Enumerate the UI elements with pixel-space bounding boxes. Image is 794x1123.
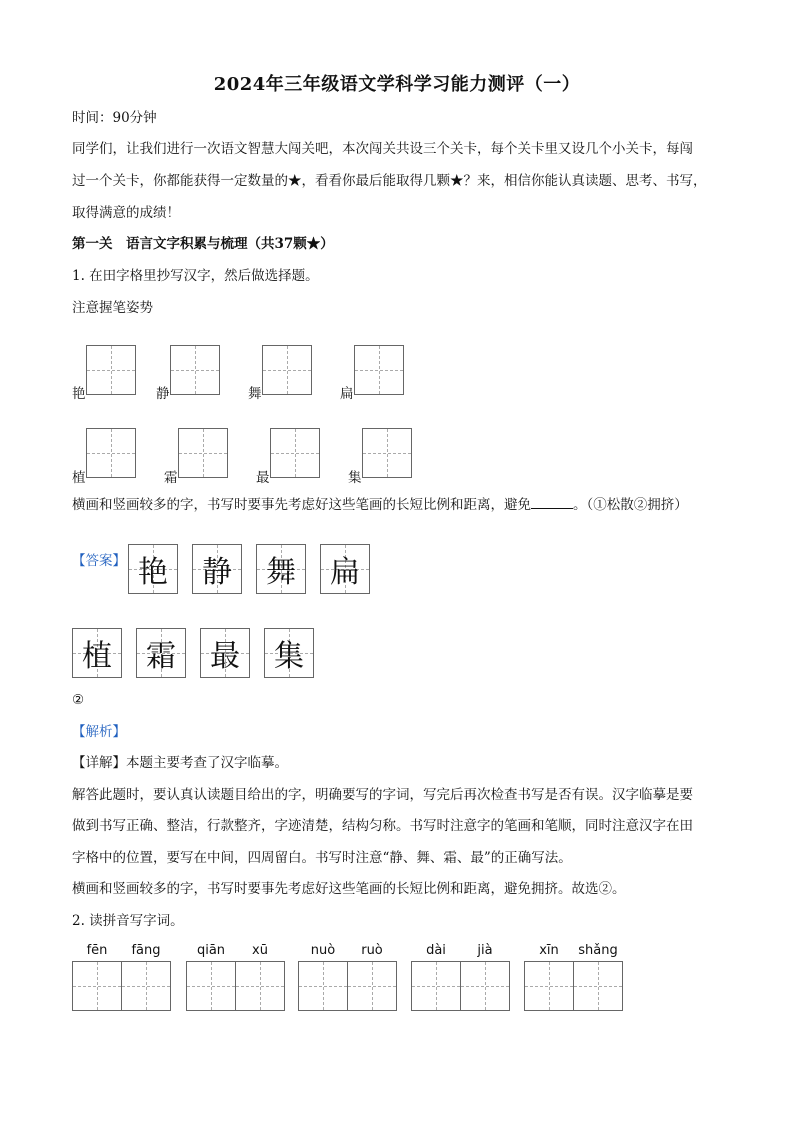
answer-blank[interactable] bbox=[531, 494, 573, 509]
answer-grid bbox=[136, 628, 186, 678]
section-heading: 第一关 语言文字积累与梳理（共37颗★） bbox=[72, 236, 334, 252]
page-title: 2024年三年级语文学科学习能力测评（一） bbox=[213, 74, 581, 95]
answer-char: 最 bbox=[210, 639, 240, 674]
q1-char-label: 植 bbox=[72, 470, 86, 486]
answer-grid bbox=[192, 544, 242, 594]
writing-grid[interactable] bbox=[411, 961, 461, 1011]
pinyin-label: qiān bbox=[196, 943, 226, 958]
writing-grid[interactable] bbox=[72, 961, 122, 1011]
answer-char: 艳 bbox=[138, 555, 168, 590]
exam-time: 时间：90分钟 bbox=[72, 110, 157, 126]
writing-grid[interactable] bbox=[347, 961, 397, 1011]
writing-grid[interactable] bbox=[186, 961, 236, 1011]
intro-line-3: 取得满意的成绩！ bbox=[72, 205, 180, 221]
tianzige-grid[interactable] bbox=[86, 345, 136, 395]
answer-grid bbox=[200, 628, 250, 678]
tianzige-grid[interactable] bbox=[270, 428, 320, 478]
writing-grid[interactable] bbox=[121, 961, 171, 1011]
pinyin-label: xū bbox=[252, 943, 268, 958]
analysis-label: 【解析】 bbox=[72, 724, 126, 740]
q1-char-label: 艳 bbox=[72, 386, 86, 402]
answer-grid bbox=[256, 544, 306, 594]
answer-char: 扁 bbox=[330, 555, 360, 590]
tianzige-grid[interactable] bbox=[86, 428, 136, 478]
writing-grid[interactable] bbox=[573, 961, 623, 1011]
answer-char: 舞 bbox=[266, 555, 296, 590]
answer-grid bbox=[128, 544, 178, 594]
q1-char-label: 静 bbox=[156, 386, 170, 402]
answer-grid bbox=[72, 628, 122, 678]
detail-line: 【详解】本题主要考查了汉字临摹。 bbox=[72, 755, 288, 771]
tianzige-grid[interactable] bbox=[170, 345, 220, 395]
q1-char-label: 最 bbox=[256, 470, 270, 486]
pinyin-label: fēn bbox=[86, 943, 108, 958]
writing-grid[interactable] bbox=[235, 961, 285, 1011]
answer-label: 【答案】 bbox=[72, 553, 126, 569]
answer-grid bbox=[320, 544, 370, 594]
tianzige-grid[interactable] bbox=[362, 428, 412, 478]
tianzige-grid[interactable] bbox=[178, 428, 228, 478]
pinyin-label: ruò bbox=[361, 943, 383, 958]
pinyin-label: dài bbox=[426, 943, 446, 958]
answer-choice: ② bbox=[72, 692, 85, 708]
explain-line-4: 横画和竖画较多的字，书写时要事先考虑好这些笔画的长短比例和距离，避免拥挤。故选②。 bbox=[72, 881, 626, 897]
tianzige-grid[interactable] bbox=[262, 345, 312, 395]
pinyin-label: nuò bbox=[310, 943, 336, 958]
answer-char: 植 bbox=[82, 639, 112, 674]
q1-note: 注意握笔姿势 bbox=[72, 300, 153, 316]
explain-line-1: 解答此题时，要认真认读题目给出的字，明确要写的字词，写完后再次检查书写是否有误。汉字临摹是要 bbox=[72, 787, 693, 803]
q1-char-label: 舞 bbox=[248, 386, 262, 402]
q1-prompt: 1. 在田字格里抄写汉字，然后做选择题。 bbox=[72, 268, 319, 284]
explain-line-3: 字格中的位置，要写在中间，四周留白。书写时注意“静、舞、霜、最”的正确写法。 bbox=[72, 850, 572, 866]
pinyin-label: fāng bbox=[131, 943, 161, 958]
q1-question bbox=[72, 494, 688, 515]
answer-char: 霜 bbox=[146, 639, 176, 674]
intro-line-1: 同学们，让我们进行一次语文智慧大闯关吧，本次闯关共设三个关卡，每个关卡里又设几个小关卡，每闯 bbox=[72, 141, 693, 157]
writing-grid[interactable] bbox=[524, 961, 574, 1011]
tianzige-grid[interactable] bbox=[354, 345, 404, 395]
q1-char-label: 集 bbox=[348, 470, 362, 486]
q1-question-text: 横画和竖画较多的字，书写时要事先考虑好这些笔画的长短比例和距离，避免 bbox=[72, 497, 531, 513]
answer-char: 集 bbox=[274, 639, 304, 674]
writing-grid[interactable] bbox=[298, 961, 348, 1011]
answer-char: 静 bbox=[202, 555, 232, 590]
intro-line-2: 过一个关卡，你都能获得一定数量的★，看看你最后能取得几颗★？来，相信你能认真读题、思考、书写， bbox=[72, 173, 707, 189]
q1-question-options: 。（①松散②拥挤） bbox=[573, 497, 688, 513]
pinyin-label: shǎng bbox=[578, 943, 618, 958]
q1-char-label: 扁 bbox=[340, 386, 354, 402]
q1-char-label: 霜 bbox=[164, 470, 178, 486]
answer-grid bbox=[264, 628, 314, 678]
pinyin-label: jià bbox=[477, 943, 493, 958]
pinyin-label: xīn bbox=[539, 943, 559, 958]
writing-grid[interactable] bbox=[460, 961, 510, 1011]
q2-prompt: 2. 读拼音写字词。 bbox=[72, 913, 184, 929]
explain-line-2: 做到书写正确、整洁，行款整齐，字迹清楚，结构匀称。书写时注意字的笔画和笔顺，同时注意汉字在田 bbox=[72, 818, 693, 834]
